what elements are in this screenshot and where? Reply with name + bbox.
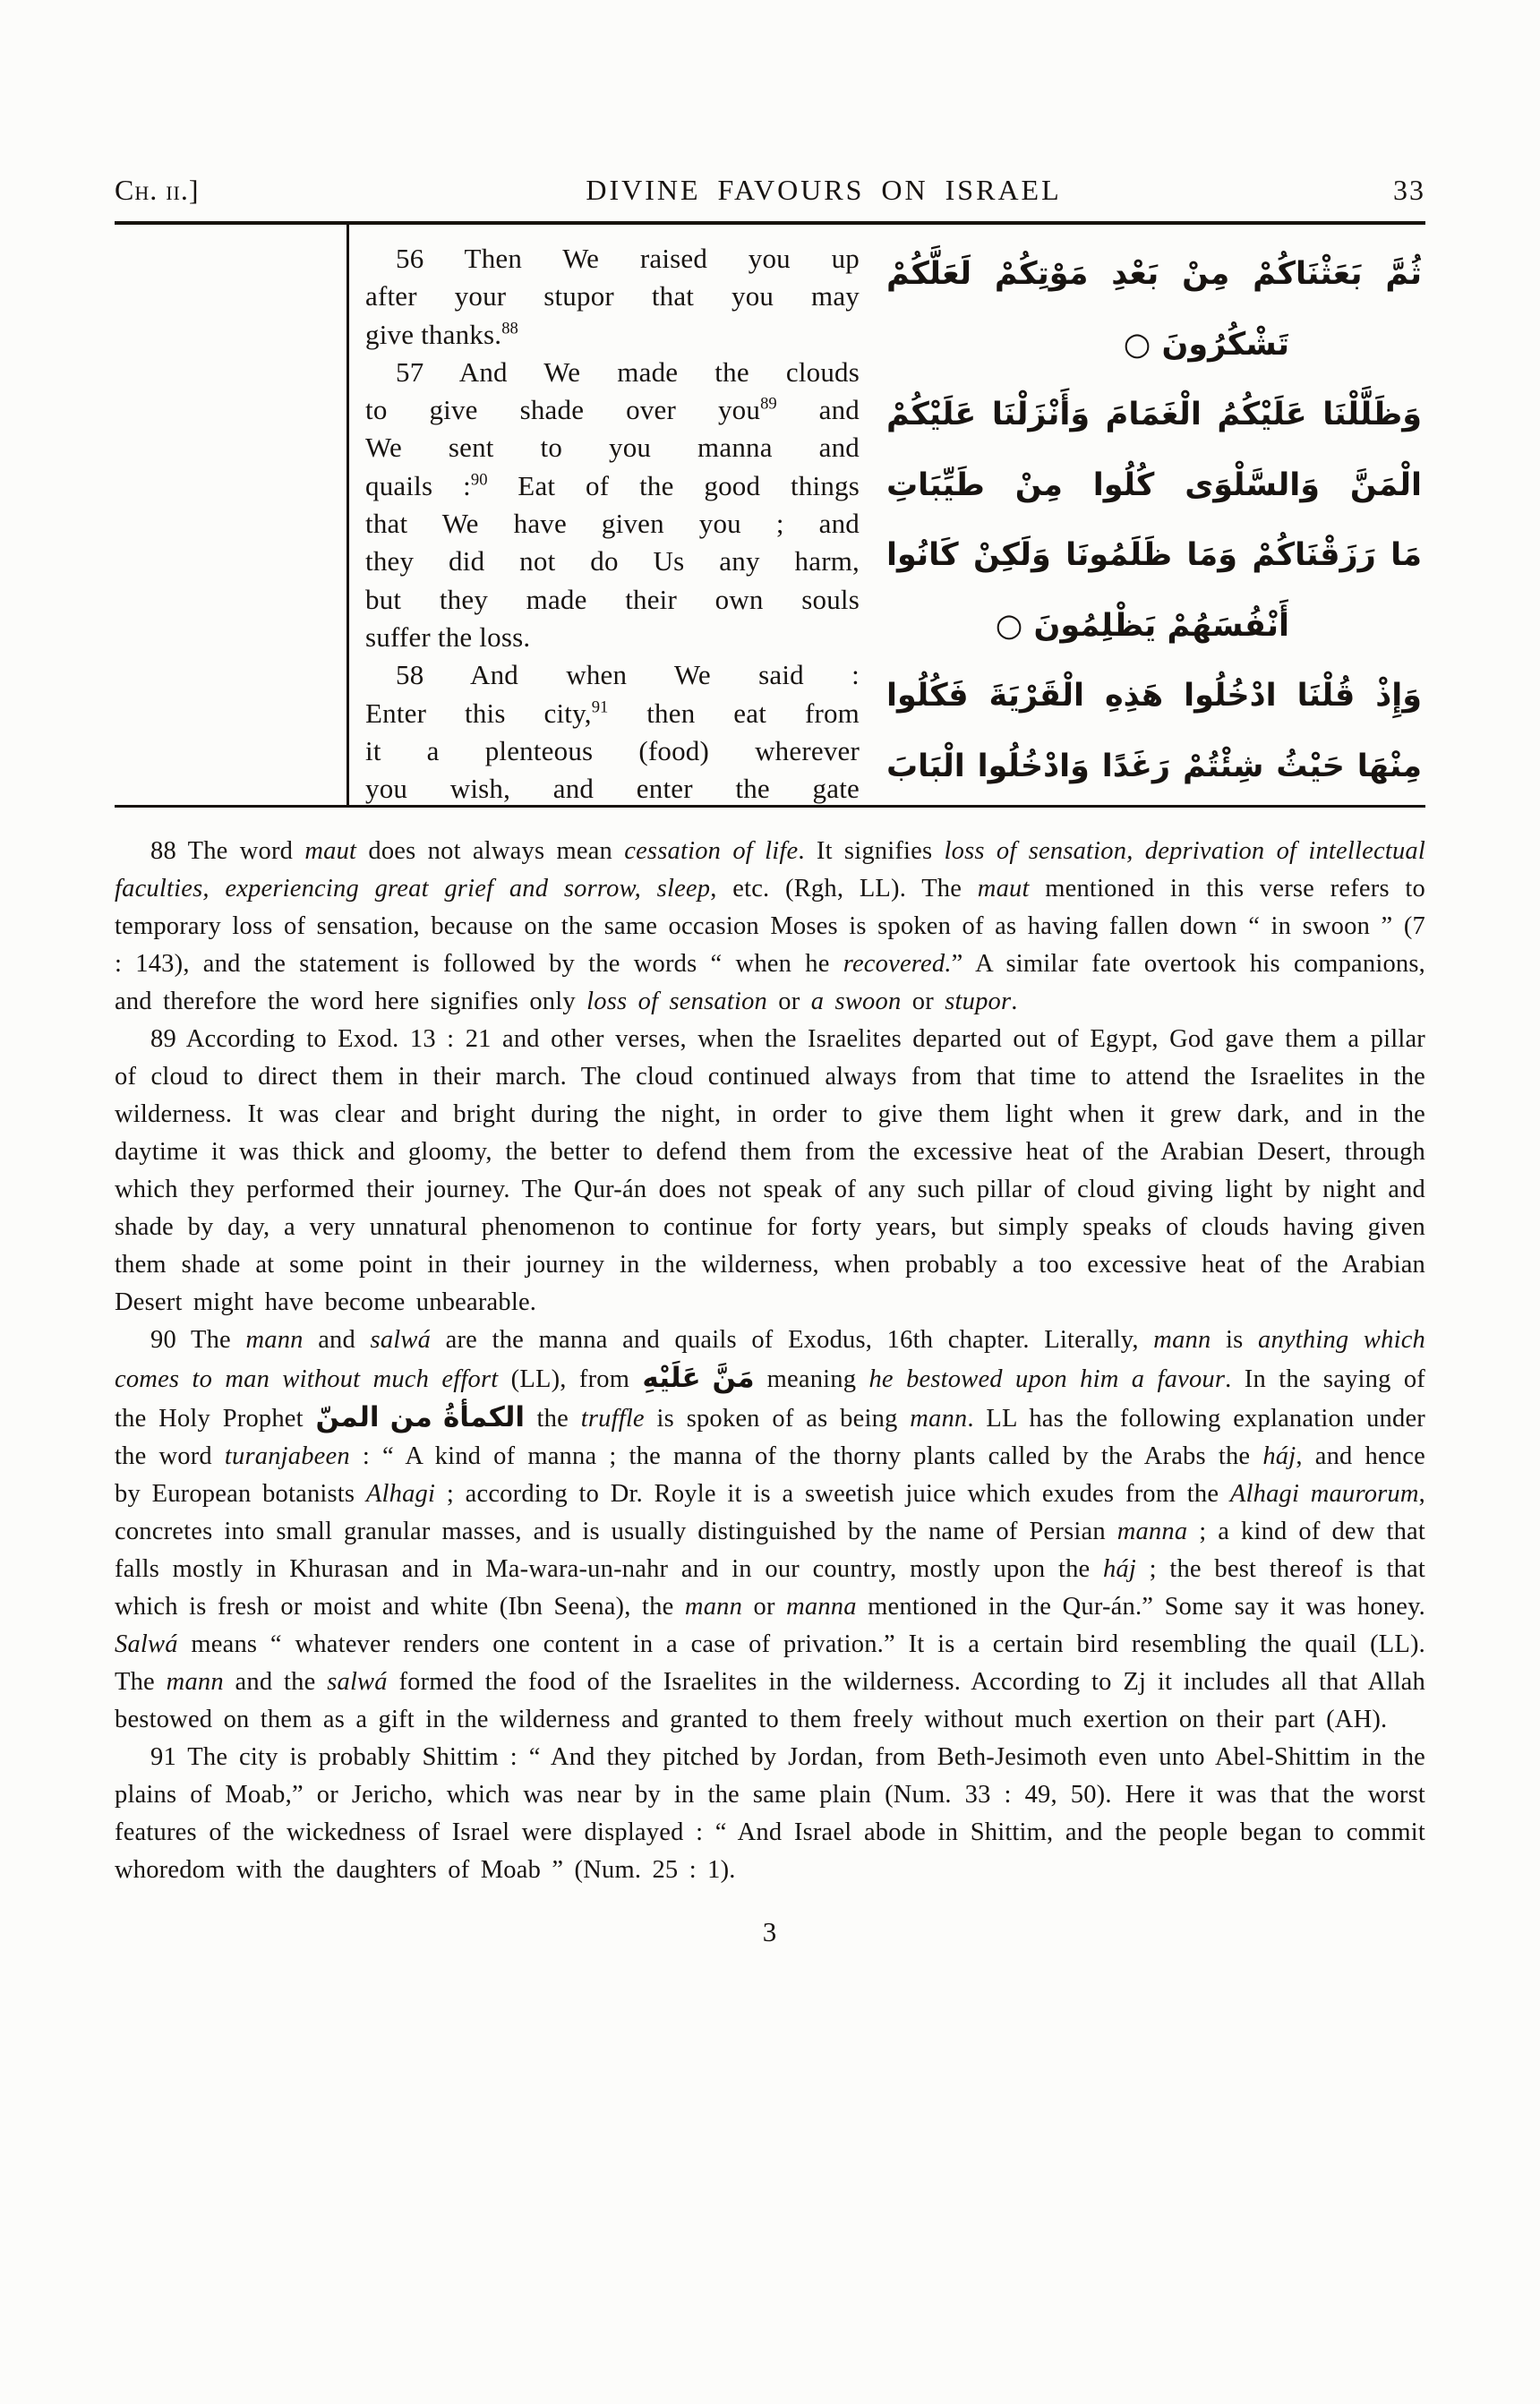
english-verse-line xyxy=(365,656,860,694)
text-run: means “ whatever renders one content in a case of privation.” It is a certain bird resembling the quail (LL). The xyxy=(115,1630,1425,1696)
text-run: meaning xyxy=(754,1365,869,1393)
text-run: stupor xyxy=(945,988,1012,1015)
text-run: mann xyxy=(910,1405,968,1433)
text-run: mann xyxy=(166,1668,224,1696)
text-run: or xyxy=(901,988,945,1015)
footnote-reference: 88 xyxy=(501,319,518,338)
text-run: and xyxy=(303,1326,371,1354)
text-run: after your stupor that you may xyxy=(365,280,860,312)
footnote-88 xyxy=(115,833,1425,1021)
text-run: , and hence by European botanists xyxy=(115,1442,1425,1508)
left-margin-column xyxy=(115,225,349,805)
text-run: anything which comes to man without much effort xyxy=(115,1326,1426,1393)
text-run: does not always mean xyxy=(356,837,625,865)
text-run: is xyxy=(1211,1326,1259,1354)
text-run: We sent to you manna and xyxy=(365,432,860,464)
verse-section xyxy=(115,225,1425,805)
text-run: , etc. (Rgh, LL). The xyxy=(710,875,978,903)
footnote-90 xyxy=(115,1322,1425,1739)
text-run: salwá xyxy=(370,1326,432,1354)
signature-mark: 3 xyxy=(762,1916,778,1947)
text-run: quails : xyxy=(365,469,471,501)
text-run: Enter this city, xyxy=(365,697,592,729)
text-run: Eat of the good things xyxy=(487,469,860,501)
text-run: maut xyxy=(304,837,357,865)
page-number: 33 xyxy=(1393,174,1425,206)
footnote-reference: 89 xyxy=(760,394,777,414)
text-run: Alhagi maurorum xyxy=(1229,1480,1419,1508)
text-run: recovered. xyxy=(843,950,952,978)
inline-arabic-text: مَنَّ عَلَيْهِ xyxy=(642,1362,755,1394)
english-verse-line xyxy=(365,695,860,732)
text-run: (LL), from xyxy=(498,1365,643,1393)
text-run: háj xyxy=(1262,1442,1296,1470)
text-run: háj xyxy=(1102,1555,1137,1583)
page-content xyxy=(115,174,1425,1948)
english-verse-line xyxy=(365,770,860,808)
english-verse-line xyxy=(365,505,860,543)
text-run: a swoon xyxy=(810,988,902,1015)
text-run: or xyxy=(766,988,811,1015)
text-run: Salwá xyxy=(115,1630,178,1658)
arabic-verse-line xyxy=(886,310,1422,381)
text-run: الْمَنَّ وَالسَّلْوَى كُلُوا مِنْ طَيِّبَاتِ xyxy=(886,466,1422,503)
arabic-verse-line xyxy=(886,520,1422,591)
running-head xyxy=(115,174,1425,207)
text-run: turanjabeen xyxy=(224,1442,350,1470)
text-run: mann xyxy=(245,1326,304,1354)
text-run: give thanks. xyxy=(365,318,502,350)
footnote-89 xyxy=(115,1021,1425,1322)
arabic-verse-line xyxy=(886,591,1422,662)
text-run: and the xyxy=(223,1668,328,1696)
arabic-verse-line xyxy=(886,450,1422,521)
text-run: أَنْفُسَهُمْ يَظْلِمُونَ ○ xyxy=(995,607,1289,644)
text-run: you wish, and enter the gate xyxy=(365,773,860,805)
text-run: the xyxy=(525,1405,581,1433)
text-run: 91 The city is probably Shittim : “ And they pitched by Jordan, from Beth-Jesimoth even unto Abel-Shittim in the plains of Moab,” or Jericho, which was near by in the same plain (Num. 33 : 49, 50). Here it was that the worst features of the wickedness of Israel were displayed : “ And Israel abode in Shittim, and the people began to commit whoredom with the daughters of Moab ” (Num. 25 : 1). xyxy=(115,1743,1425,1884)
text-run: then eat from xyxy=(608,697,860,729)
english-verse-line xyxy=(365,391,860,429)
text-run: loss of sensation xyxy=(586,988,767,1015)
text-run: , concretes into small granular masses, and is usually distinguished by the name of Persian xyxy=(115,1480,1425,1545)
arabic-verse-line xyxy=(886,661,1422,731)
footnote-reference: 91 xyxy=(591,697,609,717)
text-run: : “ A kind of manna ; the manna of the thorny plants called by the Arabs the xyxy=(349,1442,1263,1470)
text-run: ; according to Dr. Royle it is a sweetish juice which exudes from the xyxy=(435,1480,1230,1508)
text-run: ; a kind of dew that falls mostly in Khurasan and in Ma-wara-un-nahr and in our country, mostly upon the xyxy=(115,1518,1425,1583)
inline-arabic-text: الكمأةُ من المنّ xyxy=(315,1401,525,1433)
text-run: 57 And We made the clouds xyxy=(396,355,860,388)
english-translation-column xyxy=(349,225,867,805)
text-run: تَشْكُرُونَ ○ xyxy=(1123,326,1289,363)
text-run: cessation of life xyxy=(624,837,799,865)
text-run: to give shade over you xyxy=(365,394,761,426)
text-run: suffer the loss. xyxy=(365,620,531,653)
arabic-verse-line xyxy=(886,731,1422,802)
text-run: but they made their own souls xyxy=(365,583,860,615)
footnotes-section xyxy=(115,808,1425,1889)
text-run: . In the saying of the Holy Prophet xyxy=(115,1365,1425,1433)
text-run: مِنْهَا حَيْثُ شِئْتُمْ رَغَدًا وَادْخُلُوا الْبَابَ xyxy=(886,748,1422,784)
text-run: 58 And when We said : xyxy=(396,659,860,691)
english-verse-line xyxy=(365,732,860,770)
text-run: ; the best thereof is that which is fresh or moist and white (Ibn Seena), the xyxy=(115,1555,1425,1621)
footnote-91 xyxy=(115,1739,1425,1889)
english-verse-line xyxy=(365,316,860,354)
text-run: formed the food of the Israelites in the wilderness. According to Zj it includes all that Allah bestowed on them as a gift in the wilderness and granted to them freely without much exertion on their part (AH). xyxy=(115,1668,1425,1733)
text-run: mann xyxy=(1153,1326,1211,1354)
text-run: that We have given you ; and xyxy=(365,508,860,540)
text-run: وَظَلَّلْنَا عَلَيْكُمُ الْغَمَامَ وَأَنْزَلْنَا عَلَيْكُمْ xyxy=(886,397,1422,432)
text-run: مَا رَزَقْنَاكُمْ وَمَا ظَلَمُونَا وَلَكِنْ كَانُوا xyxy=(886,537,1422,573)
english-verse-line xyxy=(365,240,860,278)
text-run: . LL has the following explanation under the word xyxy=(115,1405,1425,1470)
text-run: it a plenteous (food) wherever xyxy=(365,734,860,766)
text-run: he bestowed upon him a favour xyxy=(868,1365,1226,1393)
text-run: are the manna and quails of Exodus, 16th chapter. Literally, xyxy=(431,1326,1154,1354)
text-run: or xyxy=(742,1593,787,1621)
text-run: . xyxy=(1011,988,1018,1015)
text-run: they did not do Us any harm, xyxy=(365,545,860,577)
text-run: is spoken of as being xyxy=(644,1405,911,1433)
text-run: truffle xyxy=(580,1405,645,1433)
text-run: . It signifies xyxy=(798,837,945,865)
text-run: 89 According to Exod. 13 : 21 and other verses, when the Israelites departed out of Egypt, God gave them a pillar of cloud to direct them in their march. The cloud continued always from that time to attend the Israelites in the wilderness. It was clear and bright during the night, in order to give them light when it grew dark, and in the daytime it was thick and gloomy, the better to defend them from the excessive heat of the Arabian Desert, through which they performed their journey. The Qur-án does not speak of any such pillar of cloud giving light by night and shade by day, a very unnatural phenomenon to continue for forty years, but simply speaks of clouds having given them shade at some point in their journey in the wilderness, when probably a too excessive heat of the Arabian Desert might have become unbearable. xyxy=(115,1025,1425,1316)
english-verse-line xyxy=(365,581,860,619)
text-run: وَإِذْ قُلْنَا ادْخُلُوا هَذِهِ الْقَرْيَةَ فَكُلُوا xyxy=(886,678,1422,714)
text-run: salwá xyxy=(327,1668,388,1696)
text-run: Alhagi xyxy=(365,1480,436,1508)
text-run: manna xyxy=(786,1593,857,1621)
text-run: ثُمَّ بَعَثْنَاكُمْ مِنْ بَعْدِ مَوْتِكُمْ لَعَلَّكُمْ xyxy=(886,256,1422,292)
footnote-reference: 90 xyxy=(470,470,488,490)
text-run: loss of sensation, deprivation of intellectual faculties, experiencing great grief and sorrow, sleep xyxy=(115,837,1425,903)
english-verse-line xyxy=(365,543,860,580)
english-verse-line xyxy=(365,354,860,391)
page-title: DIVINE FAVOURS ON ISRAEL xyxy=(586,174,1062,206)
text-run: mann xyxy=(684,1593,743,1621)
english-verse-line xyxy=(365,278,860,315)
text-run: mentioned in this verse refers to temporary loss of sensation, because on the same occasion Moses is spoken of as having fallen down “ in swoon ” (7 : 143), and the statement is followed by the words “ when he xyxy=(115,875,1425,978)
text-run: mentioned in the Qur-án.” Some say it was honey. xyxy=(856,1593,1425,1621)
chapter-label: Ch. ii.] xyxy=(115,174,200,206)
text-run: and xyxy=(776,394,860,426)
text-run: 90 The xyxy=(150,1326,246,1354)
arabic-text-column xyxy=(867,225,1425,805)
arabic-verse-line xyxy=(886,239,1422,310)
text-run: 56 Then We raised you up xyxy=(396,243,860,274)
arabic-verse-line xyxy=(886,380,1422,450)
text-run: maut xyxy=(977,875,1030,903)
english-verse-line xyxy=(365,619,860,656)
text-run: 88 The word xyxy=(150,837,305,865)
english-verse-line xyxy=(365,429,860,466)
english-verse-line xyxy=(365,467,860,505)
text-run: manna xyxy=(1116,1518,1188,1545)
text-run: ” A similar fate overtook his companions, and therefore the word here signifies only xyxy=(115,950,1425,1015)
